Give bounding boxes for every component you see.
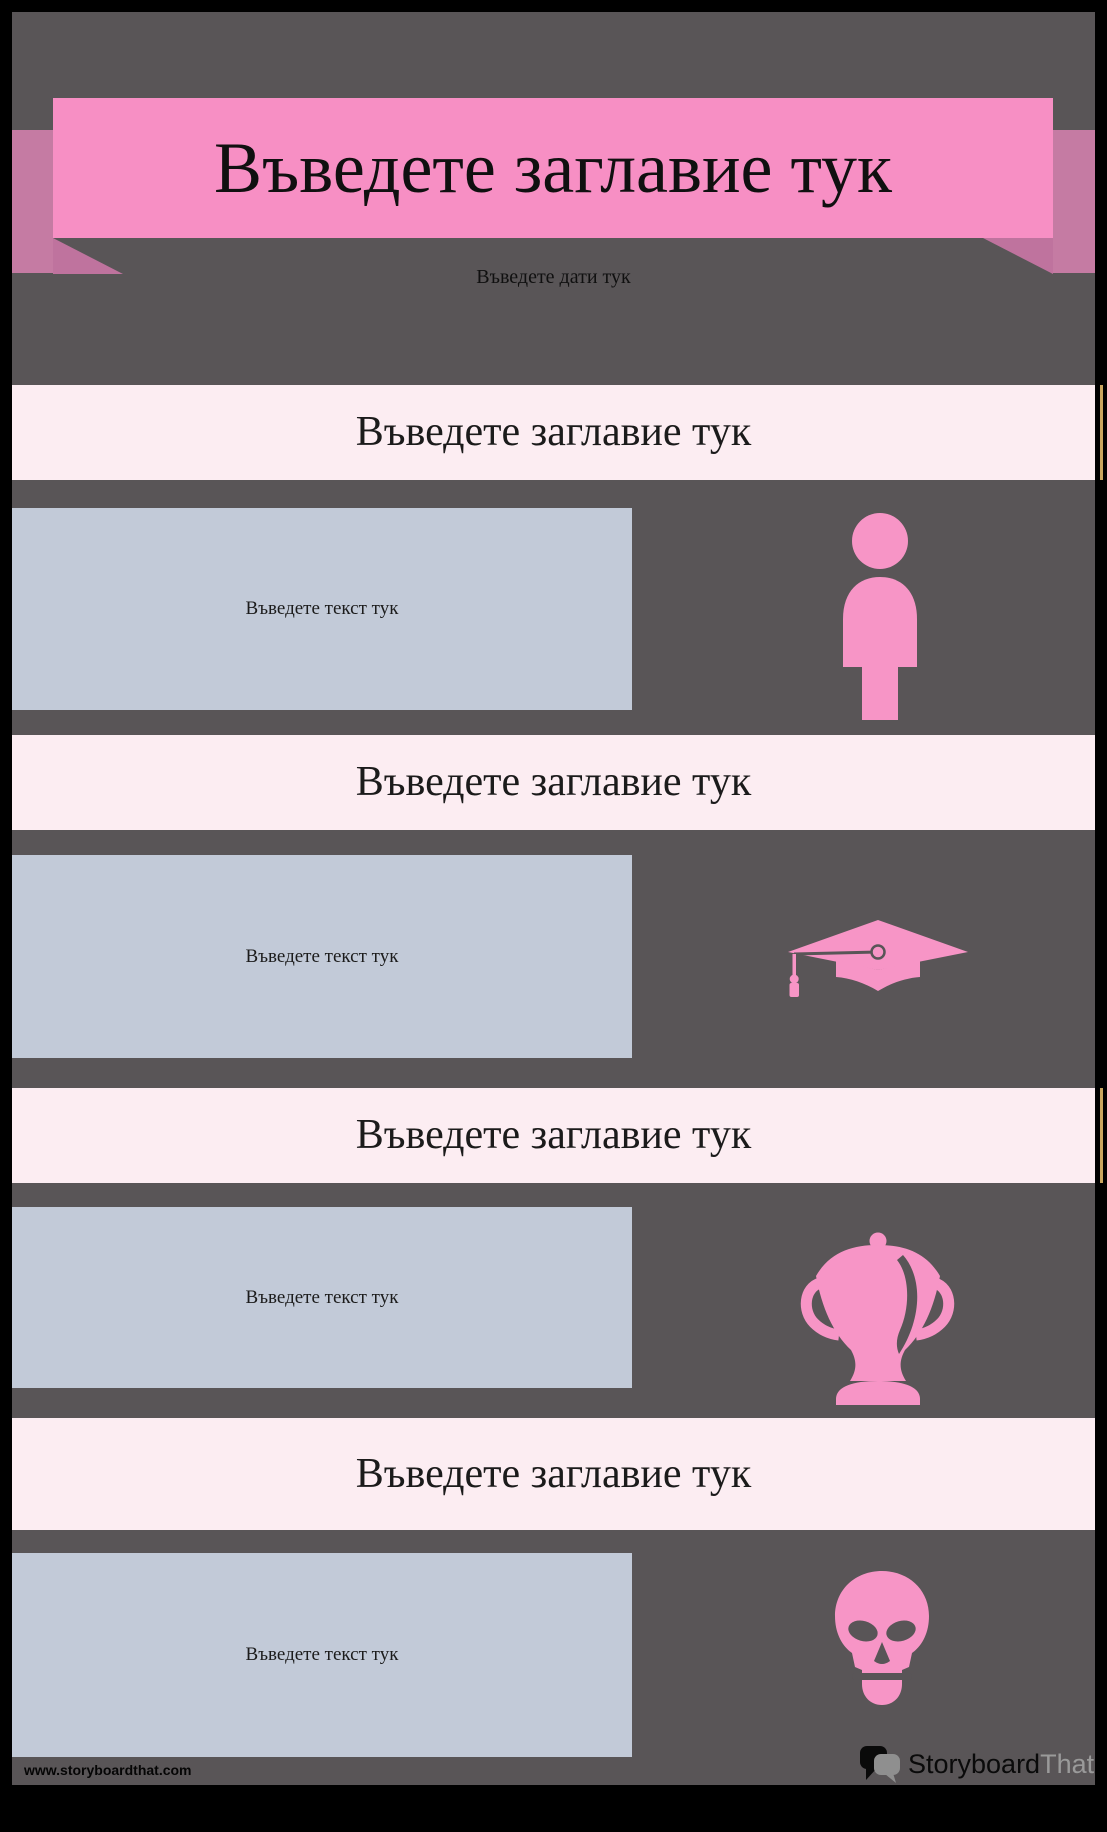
date-placeholder[interactable]: Въведете дати тук	[476, 266, 631, 288]
section-1-text-box[interactable]	[12, 508, 632, 710]
person-icon	[840, 513, 920, 720]
graduation-cap-icon	[788, 920, 968, 998]
section-2-text: Въведете текст тук	[245, 945, 399, 967]
storyboardthat-logo	[908, 1744, 1094, 1784]
section-3-header[interactable]: Въведете заглавие тук	[12, 1088, 1095, 1183]
logo-text-primary: Storyboard	[908, 1749, 1041, 1779]
section-3-text-box[interactable]	[12, 1207, 632, 1388]
website-url: www.storyboardthat.com	[24, 1762, 192, 1778]
edge-accent-mark	[1100, 385, 1103, 480]
section-1-text: Въведете текст тук	[245, 598, 399, 619]
skull-icon	[832, 1570, 932, 1707]
title-banner[interactable]	[53, 98, 1053, 238]
section-2-header[interactable]: Въведете заглавие тук	[12, 735, 1095, 830]
section-4-header[interactable]: Въведете заглавие тук	[12, 1418, 1095, 1530]
section-4-text-box[interactable]	[12, 1553, 632, 1757]
ribbon-tail-right	[1053, 130, 1095, 273]
section-4-text: Въведете текст тук	[245, 1644, 399, 1665]
storyboardthat-logo-icon	[860, 1746, 904, 1784]
section-2-text-box[interactable]	[12, 855, 632, 1058]
ribbon-tail-left	[12, 130, 53, 273]
edge-accent-mark	[1100, 1088, 1103, 1183]
section-1-header[interactable]: Въведете заглавие тук	[12, 385, 1095, 480]
trophy-icon	[800, 1231, 955, 1406]
poster-title: Въведете заглавие тук	[214, 128, 892, 208]
section-3-text: Въведете текст тук	[245, 1286, 399, 1308]
logo-text-secondary: That	[1040, 1749, 1095, 1779]
